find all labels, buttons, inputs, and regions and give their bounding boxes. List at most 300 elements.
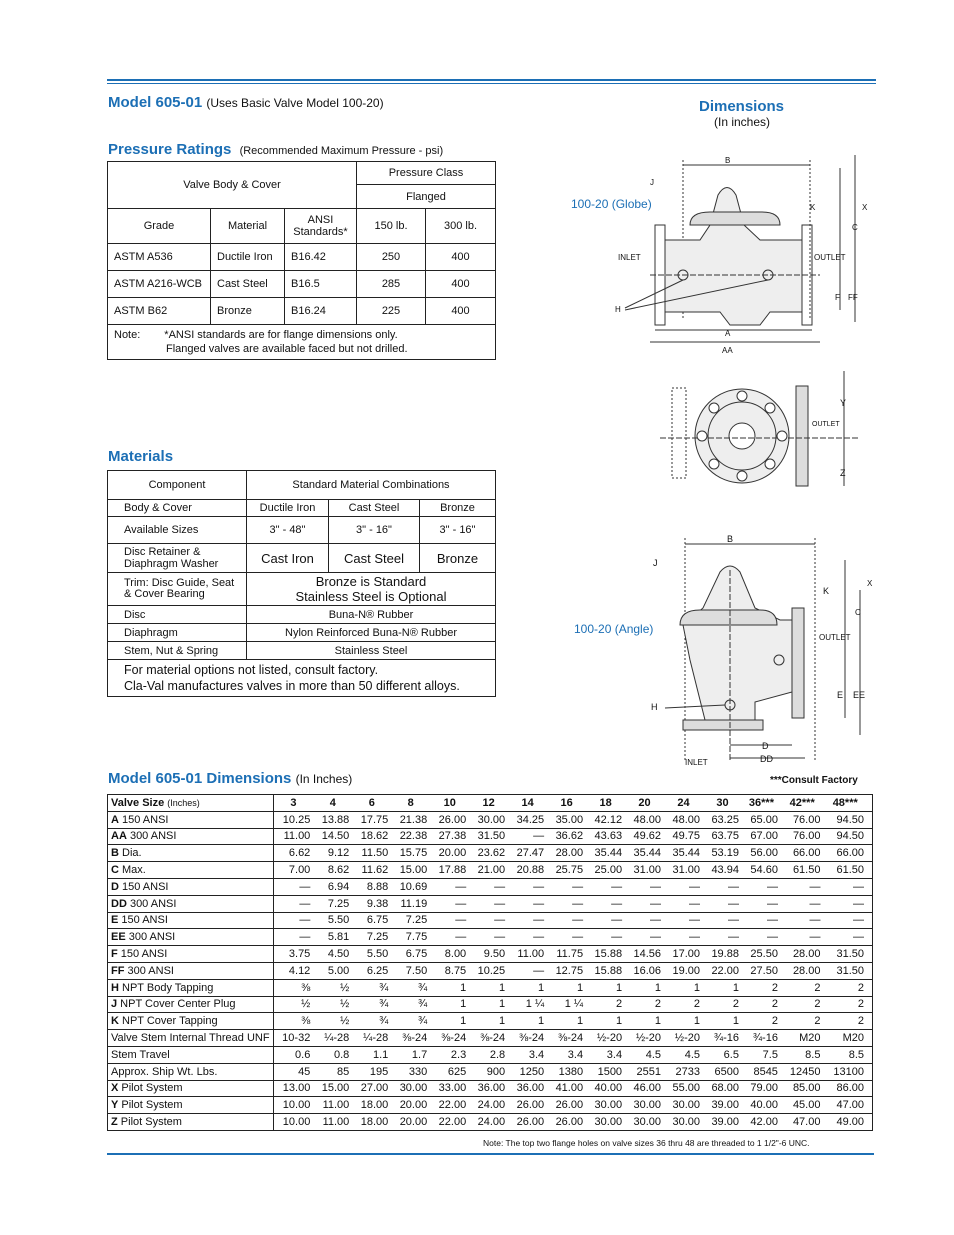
table-cell: M20: [781, 1030, 824, 1047]
table-cell: —: [703, 929, 742, 946]
table-cell: ¼-28: [352, 1030, 391, 1047]
table-cell: 79.00: [742, 1080, 781, 1097]
table-cell: ½-20: [664, 1030, 703, 1047]
globe-valve-diagram: [610, 150, 870, 360]
table-cell: 30.00: [586, 1114, 625, 1131]
table-row: [108, 1080, 873, 1097]
table-cell: —: [742, 895, 781, 912]
table-cell: 27.00: [352, 1080, 391, 1097]
table-cell: 85: [313, 1063, 352, 1080]
table-cell: —: [273, 912, 313, 929]
table-cell: 24.00: [469, 1114, 508, 1131]
table-cell: —: [469, 929, 508, 946]
row-label: Approx. Ship Wt. Lbs.: [108, 1063, 274, 1080]
table-cell: —: [586, 895, 625, 912]
table-cell: ¾: [391, 979, 430, 996]
table-row: [108, 1013, 873, 1030]
table-cell: 330: [391, 1063, 430, 1080]
table-cell: —: [508, 962, 547, 979]
table-cell: M20: [823, 1030, 872, 1047]
table-cell: 1: [625, 979, 664, 996]
table-cell: 5.00: [313, 962, 352, 979]
table-cell: 4.12: [273, 962, 313, 979]
table-cell: 3.4: [586, 1046, 625, 1063]
table-cell: —: [703, 895, 742, 912]
table-cell: 7.5: [742, 1046, 781, 1063]
globe-A: A: [725, 329, 731, 338]
angle-H: H: [651, 702, 658, 712]
flanged-header: Flanged: [357, 185, 496, 209]
globe-outlet: OUTLET: [814, 253, 846, 262]
table-cell: ⅜: [273, 979, 313, 996]
row-label: K NPT Cover Tapping: [108, 1013, 274, 1030]
stem-label: Stem, Nut & Spring: [108, 642, 247, 660]
table-cell: —: [273, 895, 313, 912]
table-cell: —: [469, 912, 508, 929]
table-cell: 43.63: [586, 828, 625, 845]
dimensions-table: [107, 794, 873, 1131]
globe-H: H: [615, 305, 621, 314]
table-cell: 36.62: [547, 828, 586, 845]
table-cell: 1 ¼: [508, 996, 547, 1013]
size-header: 12: [469, 795, 508, 812]
table-cell: 1 ¼: [547, 996, 586, 1013]
table-cell: 8.75: [430, 962, 469, 979]
table-cell: 31.50: [823, 962, 872, 979]
table-cell: 10-32: [273, 1030, 313, 1047]
table-cell: 22.00: [430, 1114, 469, 1131]
table-cell: 49.75: [664, 828, 703, 845]
table-cell: 45: [273, 1063, 313, 1080]
table-cell: —: [823, 895, 872, 912]
table-cell: 2: [703, 996, 742, 1013]
top-rule: [107, 79, 876, 84]
table-cell: 2: [781, 1013, 824, 1030]
table-cell: 10.00: [273, 1097, 313, 1114]
pressure-table: [107, 161, 496, 360]
table-cell: 1: [430, 1013, 469, 1030]
table-cell: 21.38: [391, 811, 430, 828]
table-cell: 9.38: [352, 895, 391, 912]
table-cell: —: [823, 929, 872, 946]
table-cell: 48.00: [664, 811, 703, 828]
table-cell: 7.50: [391, 962, 430, 979]
table-cell: 1: [664, 979, 703, 996]
table-cell: 1: [430, 979, 469, 996]
globe-label: 100-20 (Globe): [571, 197, 652, 211]
end-view-diagram: [660, 366, 860, 496]
table-cell: ¾: [352, 1013, 391, 1030]
globe-AA: AA: [722, 346, 733, 355]
table-cell: 35.44: [625, 845, 664, 862]
table-cell: 1500: [586, 1063, 625, 1080]
ansi-header: ANSI Standards*: [285, 209, 357, 244]
table-cell: 30.00: [664, 1114, 703, 1131]
table-cell: 46.00: [625, 1080, 664, 1097]
table-cell: —: [430, 878, 469, 895]
table-cell: —: [664, 912, 703, 929]
table-row: [108, 1097, 873, 1114]
table-cell: 94.50: [823, 828, 872, 845]
table-row: [108, 946, 873, 963]
angle-J: J: [653, 558, 658, 568]
table-cell: —: [664, 895, 703, 912]
table-cell: 55.00: [664, 1080, 703, 1097]
table-cell: 20.00: [391, 1097, 430, 1114]
table-cell: 7.00: [273, 862, 313, 879]
size-header: 14: [508, 795, 547, 812]
table-cell: 2: [586, 996, 625, 1013]
table-header-row: Valve Size (Inches) 3 4 6 8 10 12 14 16 18 20 24 30 36*** 42*** 48***: [108, 795, 873, 812]
table-cell: 76.00: [781, 828, 824, 845]
table-cell: 42.00: [742, 1114, 781, 1131]
table-cell: 2: [823, 996, 872, 1013]
c300-header: 300 lb.: [426, 209, 496, 244]
table-cell: —: [508, 912, 547, 929]
angle-EE: EE: [853, 690, 866, 700]
table-cell: 10.25: [273, 811, 313, 828]
size-header: 20: [625, 795, 664, 812]
table-cell: ½: [313, 979, 352, 996]
table-cell: 2: [664, 996, 703, 1013]
table-cell: 8.5: [823, 1046, 872, 1063]
row-label: Valve Stem Internal Thread UNF: [108, 1030, 274, 1047]
materials-footnote: For material options not listed, consult factory. Cla-Val manufactures valves in more than 50 different alloys.: [108, 660, 496, 697]
table-cell: 1: [469, 979, 508, 996]
table-cell: 19.00: [664, 962, 703, 979]
table-cell: ¾: [352, 979, 391, 996]
table-cell: 26.00: [547, 1114, 586, 1131]
table-cell: 10.69: [391, 878, 430, 895]
table-cell: —: [547, 895, 586, 912]
table-cell: 2: [742, 1013, 781, 1030]
table-cell: 85.00: [781, 1080, 824, 1097]
table-cell: 31.50: [469, 828, 508, 845]
table-cell: —: [664, 929, 703, 946]
row-label: Z Pilot System: [108, 1114, 274, 1131]
pressure-class-header: Pressure Class: [357, 162, 496, 185]
table-cell: 6.5: [703, 1046, 742, 1063]
table-cell: 21.00: [469, 862, 508, 879]
table-cell: 11.50: [352, 845, 391, 862]
table-cell: 2551: [625, 1063, 664, 1080]
table-cell: 11.00: [313, 1097, 352, 1114]
table-cell: ¾: [352, 996, 391, 1013]
globe-C: C: [852, 223, 858, 232]
disc-retainer-label: Disc Retainer & Diaphragm Washer: [108, 544, 247, 573]
size-header: 8: [391, 795, 430, 812]
table-cell: 42.12: [586, 811, 625, 828]
table-row: ASTM A216-WCB Cast Steel B16.5 285 400: [108, 271, 496, 298]
table-cell: 6.94: [313, 878, 352, 895]
size-header: 42***: [781, 795, 824, 812]
size-header: 3: [273, 795, 313, 812]
table-cell: —: [664, 878, 703, 895]
table-cell: —: [742, 878, 781, 895]
row-label: AA 300 ANSI: [108, 828, 274, 845]
table-cell: 15.00: [313, 1080, 352, 1097]
table-cell: —: [742, 929, 781, 946]
table-cell: 67.00: [742, 828, 781, 845]
table-cell: —: [781, 912, 824, 929]
table-row: [108, 929, 873, 946]
row-label: Y Pilot System: [108, 1097, 274, 1114]
size-header: 30: [703, 795, 742, 812]
angle-label: 100-20 (Angle): [574, 622, 654, 636]
table-cell: —: [469, 895, 508, 912]
table-cell: 15.75: [391, 845, 430, 862]
table-cell: —: [508, 929, 547, 946]
table-cell: ⅜-24: [547, 1030, 586, 1047]
table-cell: 2: [625, 996, 664, 1013]
diaphragm-label: Diaphragm: [108, 624, 247, 642]
table-cell: 66.00: [781, 845, 824, 862]
table-cell: 15.88: [586, 962, 625, 979]
angle-inlet: INLET: [685, 758, 708, 767]
dimensions-subtitle: (In inches): [714, 115, 771, 129]
table-cell: —: [781, 878, 824, 895]
table-cell: —: [430, 929, 469, 946]
model-title: Model 605-01 (Uses Basic Valve Model 100-20): [108, 94, 384, 111]
table-cell: 1: [508, 1013, 547, 1030]
table-cell: —: [703, 912, 742, 929]
bottom-rule: [107, 1153, 874, 1155]
globe-F: F: [835, 293, 840, 302]
table-cell: 1: [547, 979, 586, 996]
table-cell: 8.5: [781, 1046, 824, 1063]
dimensions-title: Dimensions: [699, 98, 785, 115]
table-cell: —: [781, 895, 824, 912]
table-cell: 27.38: [430, 828, 469, 845]
table-cell: 30.00: [469, 811, 508, 828]
table-cell: 4.5: [664, 1046, 703, 1063]
angle-B: B: [727, 534, 734, 544]
table-cell: 22.00: [703, 962, 742, 979]
table-cell: ½: [313, 1013, 352, 1030]
table-cell: 1: [508, 979, 547, 996]
table-cell: 7.75: [391, 929, 430, 946]
table-cell: —: [508, 895, 547, 912]
table-cell: 1: [469, 996, 508, 1013]
table-row: [108, 878, 873, 895]
table-cell: 18.62: [352, 828, 391, 845]
table-cell: —: [430, 912, 469, 929]
table-cell: 2: [742, 996, 781, 1013]
size-header: 36***: [742, 795, 781, 812]
table-cell: 49.62: [625, 828, 664, 845]
table-cell: 27.50: [742, 962, 781, 979]
table-cell: 2: [781, 996, 824, 1013]
table-cell: 16.06: [625, 962, 664, 979]
table-cell: 12.75: [547, 962, 586, 979]
table-cell: ⅜: [273, 1013, 313, 1030]
table-cell: 36.00: [508, 1080, 547, 1097]
table-cell: 3.4: [508, 1046, 547, 1063]
row-label: F 150 ANSI: [108, 946, 274, 963]
table-cell: 0.6: [273, 1046, 313, 1063]
table-cell: 25.75: [547, 862, 586, 879]
table-row: ASTM A536 Ductile Iron B16.42 250 400: [108, 244, 496, 271]
table-row: [108, 1030, 873, 1047]
table-cell: 1: [625, 1013, 664, 1030]
table-cell: 31.00: [625, 862, 664, 879]
table-cell: 63.25: [703, 811, 742, 828]
table-cell: 625: [430, 1063, 469, 1080]
table-cell: 15.88: [586, 946, 625, 963]
table-cell: 28.00: [781, 946, 824, 963]
row-label: DD 300 ANSI: [108, 895, 274, 912]
row-label: FF 300 ANSI: [108, 962, 274, 979]
table-cell: 2.3: [430, 1046, 469, 1063]
table-cell: 66.00: [823, 845, 872, 862]
table-cell: 35.44: [664, 845, 703, 862]
table-cell: —: [625, 912, 664, 929]
row-label: E 150 ANSI: [108, 912, 274, 929]
table-cell: 33.00: [430, 1080, 469, 1097]
table-row: [108, 912, 873, 929]
table-cell: 86.00: [823, 1080, 872, 1097]
trim-value: Bronze is Standard Stainless Steel is Optional: [247, 573, 496, 606]
row-label: C Max.: [108, 862, 274, 879]
table-cell: 61.50: [781, 862, 824, 879]
table-row: [108, 828, 873, 845]
table-cell: 39.00: [703, 1097, 742, 1114]
table-cell: —: [508, 878, 547, 895]
table-cell: 11.00: [273, 828, 313, 845]
table-cell: 4.50: [313, 946, 352, 963]
table-cell: 1: [469, 1013, 508, 1030]
table-cell: 13.88: [313, 811, 352, 828]
angle-X: X: [867, 579, 873, 588]
row-label: Stem Travel: [108, 1046, 274, 1063]
table-cell: 30.00: [664, 1097, 703, 1114]
table-cell: 0.8: [313, 1046, 352, 1063]
table-cell: 39.00: [703, 1114, 742, 1131]
table-cell: —: [625, 878, 664, 895]
table-cell: 31.00: [664, 862, 703, 879]
size-header: 48***: [823, 795, 872, 812]
table-cell: 1: [664, 1013, 703, 1030]
table-cell: 19.88: [703, 946, 742, 963]
table-cell: 28.00: [781, 962, 824, 979]
standard-header: Standard Material Combinations: [247, 471, 496, 500]
table-cell: —: [273, 878, 313, 895]
table-cell: 26.00: [547, 1097, 586, 1114]
table-cell: 11.62: [352, 862, 391, 879]
table-cell: —: [547, 929, 586, 946]
globe-FF: FF: [848, 293, 858, 302]
table-cell: 2: [823, 979, 872, 996]
table-cell: 7.25: [352, 929, 391, 946]
materials-table: Component Standard Material Combinations Body & Cover Ductile Iron Cast Steel Bronze Available Sizes 3" - 48" 3" - 16" 3" - 16" Disc Retainer & Diaphragm Washer Cast Iron Cast Steel Bronze Trim: Disc Guide, Seat & Cover Bearing Bronze is Standard Stainless Steel is Optional Disc Buna-N® Rubber Diaphragm Nylon Reinforced Buna-N® Rubber Stem, Nut & Spring Stainless Steel For material options not listed, consult factory. Cla-Val manufactures valves in more than 50 different alloys.: [107, 470, 496, 697]
table-cell: 11.00: [508, 946, 547, 963]
trim-label: Trim: Disc Guide, Seat & Cover Bearing: [108, 573, 247, 606]
table-cell: 63.75: [703, 828, 742, 845]
table-cell: 7.25: [313, 895, 352, 912]
angle-E: E: [837, 690, 844, 700]
size-header: 18: [586, 795, 625, 812]
table-cell: 25.00: [586, 862, 625, 879]
table-cell: 35.44: [586, 845, 625, 862]
row-label: J NPT Cover Center Plug: [108, 996, 274, 1013]
table-row: [108, 962, 873, 979]
angle-valve-diagram: [645, 530, 875, 770]
table-cell: 34.25: [508, 811, 547, 828]
table-cell: 26.00: [508, 1114, 547, 1131]
table-cell: 6.25: [352, 962, 391, 979]
table-cell: —: [586, 878, 625, 895]
row-label: A 150 ANSI: [108, 811, 274, 828]
table-cell: —: [625, 929, 664, 946]
dim-table-note: Note: The top two flange holes on valve sizes 36 thru 48 are threaded to 1 1/2"-6 UNC.: [483, 1138, 810, 1148]
table-cell: 6.62: [273, 845, 313, 862]
row-label: EE 300 ANSI: [108, 929, 274, 946]
table-cell: 1: [703, 1013, 742, 1030]
table-cell: ⅜-24: [508, 1030, 547, 1047]
table-cell: 5.81: [313, 929, 352, 946]
table-cell: 11.00: [313, 1114, 352, 1131]
end-outlet: OUTLET: [812, 421, 840, 428]
table-cell: ¾-16: [703, 1030, 742, 1047]
table-cell: 195: [352, 1063, 391, 1080]
table-cell: ½-20: [625, 1030, 664, 1047]
c150-header: 150 lb.: [357, 209, 426, 244]
table-cell: —: [273, 929, 313, 946]
table-cell: 18.00: [352, 1097, 391, 1114]
table-cell: 26.00: [430, 811, 469, 828]
consult-factory-note: ***Consult Factory: [770, 775, 858, 786]
table-cell: 61.50: [823, 862, 872, 879]
size-header: 4: [313, 795, 352, 812]
end-Y: Y: [840, 398, 847, 408]
table-cell: 1250: [508, 1063, 547, 1080]
table-cell: 49.00: [823, 1114, 872, 1131]
table-cell: 25.50: [742, 946, 781, 963]
size-header: 16: [547, 795, 586, 812]
table-cell: 9.12: [313, 845, 352, 862]
table-row: [108, 1114, 873, 1131]
table-cell: 9.50: [469, 946, 508, 963]
table-cell: 23.62: [469, 845, 508, 862]
table-cell: 18.00: [352, 1114, 391, 1131]
table-cell: 4.5: [625, 1046, 664, 1063]
table-cell: 20.00: [430, 845, 469, 862]
table-cell: 12450: [781, 1063, 824, 1080]
table-cell: 17.88: [430, 862, 469, 879]
table-cell: —: [586, 912, 625, 929]
table-cell: 56.00: [742, 845, 781, 862]
table-cell: —: [742, 912, 781, 929]
table-row: [108, 862, 873, 879]
size-header: 10: [430, 795, 469, 812]
globe-X: X: [862, 203, 868, 212]
table-cell: 20.88: [508, 862, 547, 879]
table-cell: 900: [469, 1063, 508, 1080]
table-cell: 10.00: [273, 1114, 313, 1131]
table-cell: 94.50: [823, 811, 872, 828]
table-cell: —: [781, 929, 824, 946]
table-cell: 1: [586, 1013, 625, 1030]
pressure-title: Pressure Ratings (Recommended Maximum Pressure - psi): [108, 141, 444, 158]
table-cell: 6500: [703, 1063, 742, 1080]
table-cell: 53.19: [703, 845, 742, 862]
pressure-note: Note: *ANSI standards are for flange dimensions only. Flanged valves are available faced but not drilled.: [108, 325, 496, 360]
table-cell: —: [586, 929, 625, 946]
table-cell: ½: [273, 996, 313, 1013]
component-header: Component: [108, 471, 247, 500]
table-cell: 30.00: [625, 1114, 664, 1131]
table-cell: 8.00: [430, 946, 469, 963]
